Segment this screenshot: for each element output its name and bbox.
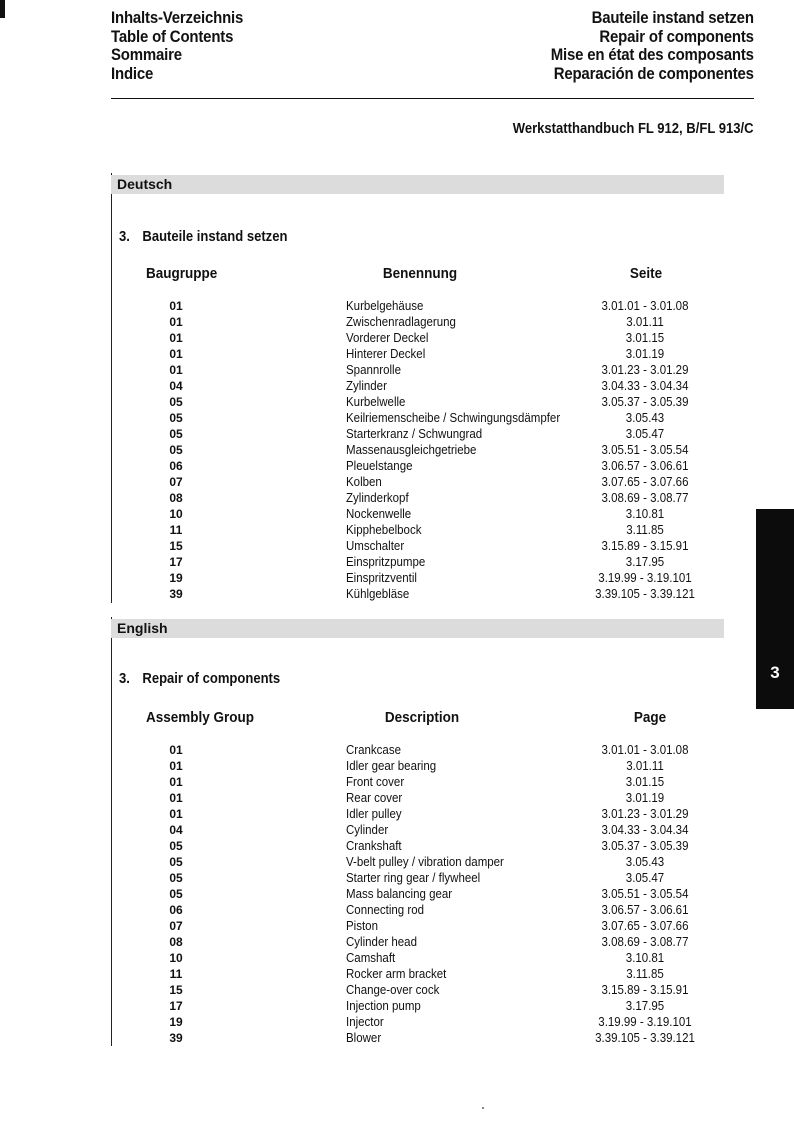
group-number-cell: 07 bbox=[169, 475, 183, 489]
page-range-cell: 3.07.65 - 3.07.66 bbox=[601, 475, 689, 489]
component-name-cell: Idler gear bearing bbox=[346, 759, 437, 773]
table-row bbox=[0, 426, 794, 442]
page-range-cell: 3.19.99 - 3.19.101 bbox=[598, 571, 692, 585]
table-row bbox=[0, 998, 794, 1014]
table-row bbox=[0, 902, 794, 918]
group-number-cell: 07 bbox=[169, 919, 183, 933]
component-name-cell: Massenausgleichgetriebe bbox=[346, 443, 477, 457]
table-row bbox=[0, 378, 794, 394]
table-row bbox=[0, 490, 794, 506]
group-number-cell: 17 bbox=[169, 555, 183, 569]
table-row bbox=[0, 854, 794, 870]
table-row bbox=[0, 790, 794, 806]
group-number-cell: 05 bbox=[169, 395, 183, 409]
column-header-group: Assembly Group bbox=[146, 709, 255, 726]
chapter-tab-number: 3 bbox=[770, 663, 780, 682]
component-name-cell: Starterkranz / Schwungrad bbox=[346, 427, 483, 441]
component-name-cell: Rear cover bbox=[346, 791, 403, 805]
header-titles-left bbox=[111, 9, 243, 83]
page-range-cell: 3.17.95 bbox=[625, 999, 665, 1013]
table-row bbox=[0, 362, 794, 378]
table-row bbox=[0, 330, 794, 346]
table-row bbox=[0, 506, 794, 522]
language-label: Deutsch bbox=[117, 176, 173, 192]
component-name-cell: Kurbelwelle bbox=[346, 395, 406, 409]
page-range-cell: 3.05.47 bbox=[625, 427, 665, 441]
header-chapter-es: Reparación de componentes bbox=[553, 63, 754, 83]
page-range-cell: 3.06.57 - 3.06.61 bbox=[601, 459, 689, 473]
page-range-cell: 3.01.11 bbox=[626, 759, 664, 773]
page-range-cell: 3.39.105 - 3.39.121 bbox=[595, 587, 695, 601]
column-header-name: Benennung bbox=[382, 265, 458, 282]
column-header-name: Description bbox=[384, 709, 460, 726]
group-number-cell: 01 bbox=[169, 331, 183, 345]
component-name-cell: Starter ring gear / flywheel bbox=[346, 871, 481, 885]
page-range-cell: 3.05.47 bbox=[625, 871, 665, 885]
group-number-cell: 08 bbox=[169, 491, 183, 505]
group-number-cell: 05 bbox=[169, 411, 183, 425]
page-range-cell: 3.04.33 - 3.04.34 bbox=[601, 379, 689, 393]
table-row bbox=[0, 394, 794, 410]
group-number-cell: 01 bbox=[169, 363, 183, 377]
table-row bbox=[0, 966, 794, 982]
chapter-tab bbox=[756, 509, 794, 709]
table-row bbox=[0, 1014, 794, 1030]
header-titles-right bbox=[551, 9, 754, 83]
table-row bbox=[0, 570, 794, 586]
page-range-cell: 3.05.51 - 3.05.54 bbox=[601, 443, 689, 457]
table-row bbox=[0, 554, 794, 570]
component-name-cell: Idler pulley bbox=[346, 807, 402, 821]
table-row bbox=[0, 838, 794, 854]
page-range-cell: 3.05.37 - 3.05.39 bbox=[601, 395, 689, 409]
header-title-fr: Sommaire bbox=[111, 45, 182, 64]
component-name-cell: Kipphebelbock bbox=[346, 523, 422, 537]
group-number-cell: 01 bbox=[169, 759, 183, 773]
group-number-cell: 05 bbox=[169, 839, 183, 853]
table-row bbox=[0, 474, 794, 490]
header-chapter-fr: Mise en état des composants bbox=[550, 45, 754, 64]
page-range-cell: 3.04.33 - 3.04.34 bbox=[601, 823, 689, 837]
page-range-cell: 3.10.81 bbox=[625, 507, 665, 521]
component-name-cell: Vorderer Deckel bbox=[346, 331, 429, 345]
section-number: 3. bbox=[119, 229, 130, 245]
group-number-cell: 19 bbox=[169, 571, 183, 585]
group-number-cell: 04 bbox=[169, 379, 183, 393]
page-range-cell: 3.19.99 - 3.19.101 bbox=[598, 1015, 692, 1029]
section-title-text: Repair of components bbox=[142, 671, 281, 687]
component-name-cell: Mass balancing gear bbox=[346, 887, 453, 901]
component-name-cell: Piston bbox=[346, 919, 378, 933]
group-number-cell: 10 bbox=[169, 507, 183, 521]
group-number-cell: 04 bbox=[169, 823, 183, 837]
table-row bbox=[0, 586, 794, 602]
component-name-cell: Pleuelstange bbox=[346, 459, 413, 473]
group-number-cell: 39 bbox=[169, 1031, 183, 1045]
language-label: English bbox=[117, 620, 168, 636]
page-range-cell: 3.01.15 bbox=[625, 775, 665, 789]
page-range-cell: 3.11.85 bbox=[626, 523, 664, 537]
table-row bbox=[0, 410, 794, 426]
section-number: 3. bbox=[119, 671, 130, 687]
component-name-cell: Cylinder bbox=[346, 823, 389, 837]
section-title-de bbox=[119, 229, 287, 245]
component-name-cell: V-belt pulley / vibration damper bbox=[346, 855, 504, 869]
column-header-page: Page bbox=[633, 709, 667, 726]
page-range-cell: 3.15.89 - 3.15.91 bbox=[601, 539, 689, 553]
component-name-cell: Change-over cock bbox=[346, 983, 440, 997]
toc-rows-de bbox=[0, 298, 794, 602]
page-range-cell: 3.15.89 - 3.15.91 bbox=[601, 983, 689, 997]
component-name-cell: Cylinder head bbox=[346, 935, 417, 949]
table-row bbox=[0, 806, 794, 822]
page-range-cell: 3.01.11 bbox=[626, 315, 664, 329]
group-number-cell: 19 bbox=[169, 1015, 183, 1029]
page-range-cell: 3.08.69 - 3.08.77 bbox=[601, 935, 689, 949]
component-name-cell: Camshaft bbox=[346, 951, 396, 965]
table-row bbox=[0, 522, 794, 538]
component-name-cell: Einspritzpumpe bbox=[346, 555, 426, 569]
table-row bbox=[0, 1030, 794, 1046]
table-row bbox=[0, 886, 794, 902]
table-row bbox=[0, 458, 794, 474]
table-row bbox=[0, 346, 794, 362]
group-number-cell: 10 bbox=[169, 951, 183, 965]
component-name-cell: Spannrolle bbox=[346, 363, 401, 377]
section-title-en bbox=[119, 671, 280, 687]
section-title-text: Bauteile instand setzen bbox=[142, 229, 288, 245]
language-bar-english bbox=[111, 619, 724, 638]
group-number-cell: 01 bbox=[169, 347, 183, 361]
header-title-es: Indice bbox=[111, 63, 154, 83]
component-name-cell: Nockenwelle bbox=[346, 507, 412, 521]
page-range-cell: 3.01.01 - 3.01.08 bbox=[601, 743, 689, 757]
component-name-cell: Kolben bbox=[346, 475, 382, 489]
group-number-cell: 01 bbox=[169, 775, 183, 789]
group-number-cell: 11 bbox=[169, 967, 183, 981]
group-number-cell: 01 bbox=[169, 743, 183, 757]
group-number-cell: 15 bbox=[169, 983, 183, 997]
component-name-cell: Front cover bbox=[346, 775, 405, 789]
table-row bbox=[0, 774, 794, 790]
page-range-cell: 3.01.23 - 3.01.29 bbox=[601, 807, 689, 821]
header-chapter-en: Repair of components bbox=[599, 26, 754, 46]
manual-title: Werkstatthandbuch FL 912, B/FL 913/C bbox=[513, 121, 754, 137]
group-number-cell: 01 bbox=[169, 791, 183, 805]
component-name-cell: Connecting rod bbox=[346, 903, 424, 917]
table-row bbox=[0, 950, 794, 966]
page-range-cell: 3.10.81 bbox=[625, 951, 665, 965]
group-number-cell: 17 bbox=[169, 999, 183, 1013]
page-range-cell: 3.05.37 - 3.05.39 bbox=[601, 839, 689, 853]
page-range-cell: 3.01.19 bbox=[625, 791, 665, 805]
page-range-cell: 3.01.15 bbox=[625, 331, 665, 345]
page-range-cell: 3.01.23 - 3.01.29 bbox=[601, 363, 689, 377]
header-title-de: Inhalts-Verzeichnis bbox=[111, 8, 244, 27]
page-range-cell: 3.11.85 bbox=[626, 967, 664, 981]
page-range-cell: 3.06.57 - 3.06.61 bbox=[601, 903, 689, 917]
group-number-cell: 01 bbox=[169, 315, 183, 329]
component-name-cell: Crankcase bbox=[346, 743, 401, 757]
speck bbox=[482, 1107, 484, 1109]
component-name-cell: Kurbelgehäuse bbox=[346, 299, 424, 313]
component-name-cell: Zylinderkopf bbox=[346, 491, 409, 505]
group-number-cell: 05 bbox=[169, 427, 183, 441]
table-row bbox=[0, 298, 794, 314]
component-name-cell: Injector bbox=[346, 1015, 384, 1029]
page-range-cell: 3.05.43 bbox=[625, 411, 665, 425]
component-name-cell: Rocker arm bracket bbox=[346, 967, 447, 981]
component-name-cell: Hinterer Deckel bbox=[346, 347, 426, 361]
group-number-cell: 11 bbox=[169, 523, 183, 537]
toc-rows-en bbox=[0, 742, 794, 1046]
group-number-cell: 01 bbox=[169, 807, 183, 821]
group-number-cell: 06 bbox=[169, 459, 183, 473]
component-name-cell: Umschalter bbox=[346, 539, 405, 553]
group-number-cell: 01 bbox=[169, 299, 183, 313]
component-name-cell: Blower bbox=[346, 1031, 382, 1045]
page-range-cell: 3.07.65 - 3.07.66 bbox=[601, 919, 689, 933]
page-range-cell: 3.08.69 - 3.08.77 bbox=[601, 491, 689, 505]
header-title-en: Table of Contents bbox=[111, 26, 234, 46]
table-row bbox=[0, 934, 794, 950]
group-number-cell: 39 bbox=[169, 587, 183, 601]
language-bar-deutsch bbox=[111, 175, 724, 194]
component-name-cell: Crankshaft bbox=[346, 839, 402, 853]
page-range-cell: 3.39.105 - 3.39.121 bbox=[595, 1031, 695, 1045]
table-row bbox=[0, 918, 794, 934]
column-header-group: Baugruppe bbox=[146, 265, 218, 282]
table-row bbox=[0, 822, 794, 838]
page-range-cell: 3.01.19 bbox=[625, 347, 665, 361]
corner-mark bbox=[0, 0, 5, 18]
component-name-cell: Injection pump bbox=[346, 999, 421, 1013]
group-number-cell: 06 bbox=[169, 903, 183, 917]
header-chapter-de: Bauteile instand setzen bbox=[591, 8, 754, 27]
table-row bbox=[0, 314, 794, 330]
table-row bbox=[0, 982, 794, 998]
group-number-cell: 08 bbox=[169, 935, 183, 949]
table-row bbox=[0, 442, 794, 458]
table-row bbox=[0, 870, 794, 886]
page-range-cell: 3.05.43 bbox=[625, 855, 665, 869]
group-number-cell: 05 bbox=[169, 887, 183, 901]
component-name-cell: Keilriemenscheibe / Schwingungsdämpfer bbox=[346, 411, 561, 425]
component-name-cell: Einspritzventil bbox=[346, 571, 417, 585]
table-row bbox=[0, 742, 794, 758]
component-name-cell: Zwischenradlagerung bbox=[346, 315, 456, 329]
table-row bbox=[0, 758, 794, 774]
group-number-cell: 05 bbox=[169, 443, 183, 457]
component-name-cell: Kühlgebläse bbox=[346, 587, 410, 601]
column-header-page: Seite bbox=[629, 265, 663, 282]
group-number-cell: 05 bbox=[169, 855, 183, 869]
group-number-cell: 15 bbox=[169, 539, 183, 553]
page-range-cell: 3.05.51 - 3.05.54 bbox=[601, 887, 689, 901]
page-range-cell: 3.01.01 - 3.01.08 bbox=[601, 299, 689, 313]
page-range-cell: 3.17.95 bbox=[625, 555, 665, 569]
group-number-cell: 05 bbox=[169, 871, 183, 885]
table-row bbox=[0, 538, 794, 554]
header-rule bbox=[111, 98, 754, 99]
component-name-cell: Zylinder bbox=[346, 379, 387, 393]
